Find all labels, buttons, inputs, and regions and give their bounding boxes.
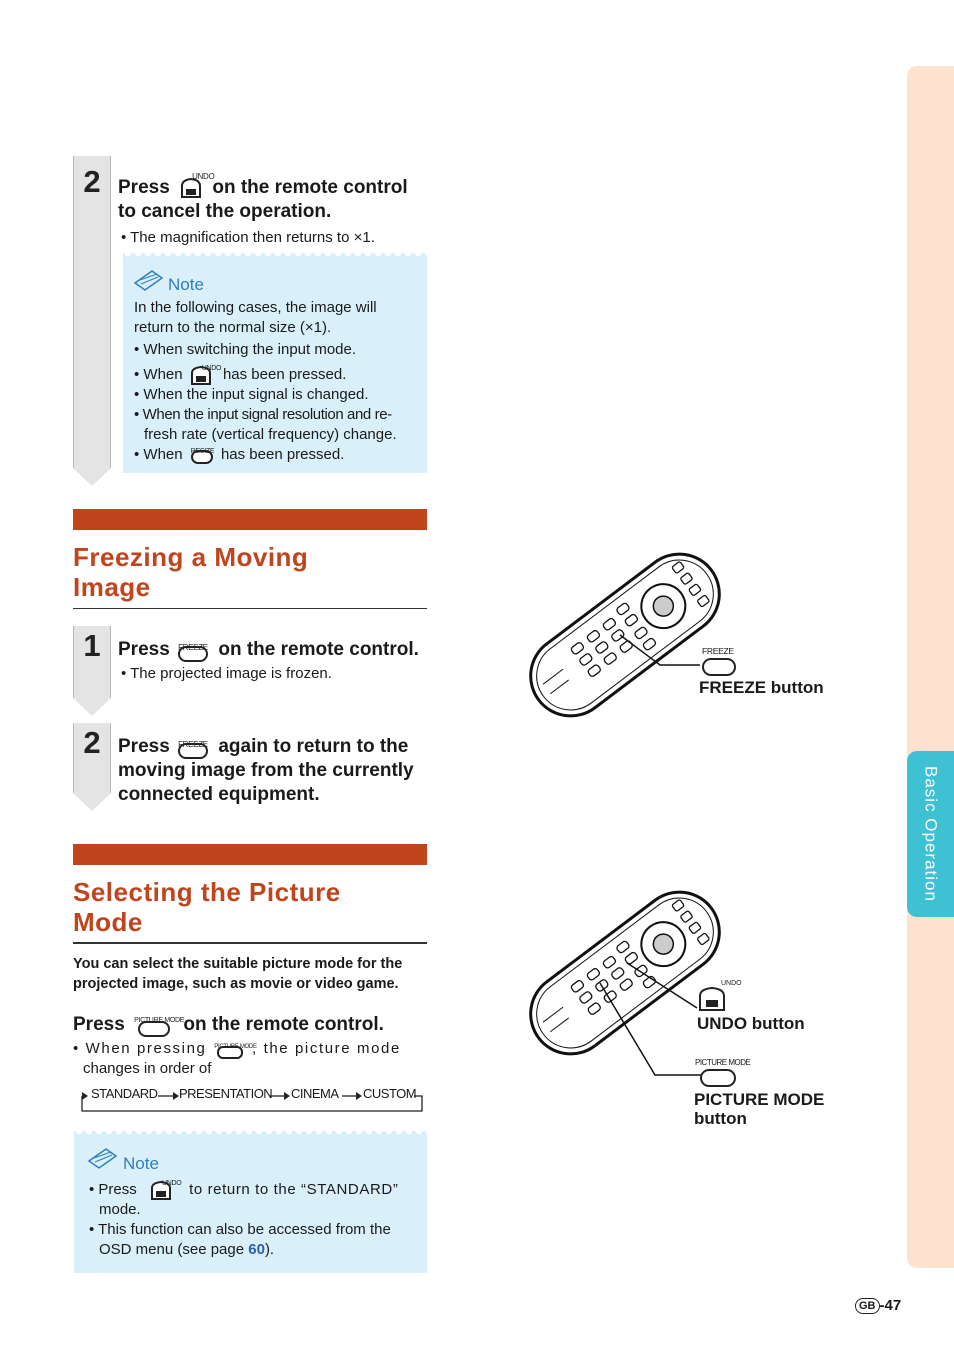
freeze-icon: FREEZE [178,738,210,756]
region-badge: GB [855,1298,880,1314]
undo-icon: UNDO [189,365,213,385]
mode-cycle-diagram [78,1084,426,1112]
resize-icon: RESIZE [191,448,213,462]
step-instruction: Press FREEZE on the remote control. [118,639,419,660]
section-bar [73,844,427,865]
step-number: 1 [83,628,101,663]
mode-standard: STANDARD [91,1086,158,1101]
note-icon [132,268,168,297]
page-number: GB -47 [855,1297,901,1314]
picture-mode-icon: PICTURE MODE [214,1041,244,1057]
press-instruction: Press PICTURE MODE on the remote control. [73,1014,384,1035]
step-note: • The magnification then returns to ×1. [121,229,375,246]
note-title: Note [168,275,204,294]
mode-presentation: PRESENTATION [179,1086,273,1101]
picture-mode-note: • When pressing PICTURE MODE , the picture mode changes in order of [73,1040,401,1077]
step-note: • The projected image is frozen. [121,665,332,682]
remote-control-illustration [515,878,735,1078]
step-bar [73,156,111,468]
note-text: • Press UNDO to return to the “STANDARD” mode. • This function can also be accessed from the OSD menu (see page 60). [89,1180,399,1259]
page-link[interactable]: 60 [248,1241,265,1259]
step-instruction: Press UNDO on the remote control to cancel the operation. [118,171,408,222]
side-strip [907,66,954,1268]
undo-icon: UNDO [178,177,204,199]
step-instruction: Press FREEZE again to return to the moving image from the currently connected equipment. [118,736,414,805]
remote-control-illustration [515,540,735,740]
step-number: 2 [83,725,101,760]
step-number: 2 [83,164,101,199]
section-divider [73,608,427,609]
freeze-button-callout: FREEZE button [699,678,824,697]
picture-mode-icon: PICTURE MODE [134,1015,174,1035]
note-icon [86,1146,122,1175]
chapter-tab-label: Basic Operation [921,766,941,902]
undo-button-callout: UNDO button [697,1014,805,1033]
note-text: In the following cases, the image will return to the normal size (×1). • When switching the input mode. • When UNDO has been pressed. • When the input signal is changed. • When the input signal resolution and re- fresh rate (vertical frequency) change. • When RESIZE has been pressed. [134,299,397,464]
note-title: Note [123,1154,159,1173]
picture-mode-button-callout: PICTURE MODE button [694,1090,825,1128]
section-title: Selecting the Picture Mode [73,877,341,937]
section-divider [73,942,427,944]
mode-custom: CUSTOM [363,1086,417,1101]
section-bar [73,509,427,530]
section-title: Freezing a Moving Image [73,542,309,602]
freeze-icon: FREEZE [178,641,210,659]
section-intro: You can select the suitable picture mode for the projected image, such as movie or video game. [73,956,403,992]
mode-cinema: CINEMA [291,1086,339,1101]
undo-icon: UNDO [149,1180,173,1200]
